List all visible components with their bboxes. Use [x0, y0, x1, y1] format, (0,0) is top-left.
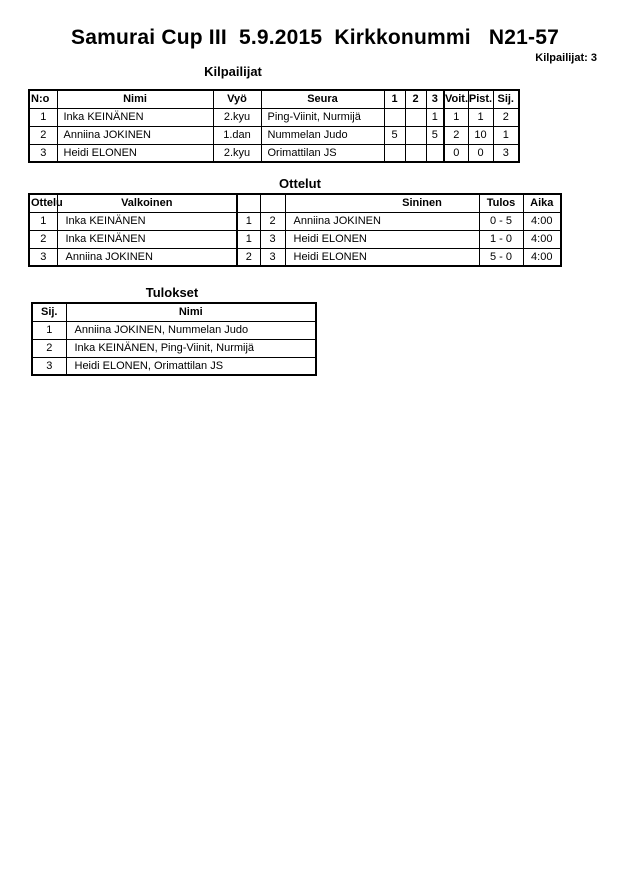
- table-row: [29, 230, 561, 248]
- ottelut-header-row: [29, 194, 561, 212]
- cell-no: 3: [29, 144, 57, 162]
- cell-round1: 5: [384, 126, 405, 144]
- cell-pist: 0: [468, 144, 493, 162]
- table-row: [32, 321, 316, 339]
- cell-valkoinen: Anniina JOKINEN: [57, 248, 237, 266]
- cell-voit: 1: [444, 108, 468, 126]
- competitors-count: Kilpailijat: 3: [535, 52, 597, 64]
- cell-sininen: Anniina JOKINEN: [285, 212, 479, 230]
- cell-valkoinen: Inka KEINÄNEN: [57, 230, 237, 248]
- cell-nimi: Inka KEINÄNEN, Ping-Viinit, Nurmijä: [66, 339, 316, 357]
- tulokset-heading: Tulokset: [145, 285, 199, 300]
- cell-sij: 1: [32, 321, 66, 339]
- cell-voit: 2: [444, 126, 468, 144]
- cell-no: 2: [29, 126, 57, 144]
- table-row: [32, 339, 316, 357]
- col-header-nimi: Nimi: [57, 90, 213, 108]
- cell-sij: 3: [32, 357, 66, 375]
- table-row: [29, 108, 519, 126]
- cell-tulos: 1 - 0: [479, 230, 523, 248]
- cell-round1: [384, 144, 405, 162]
- col-header-vyo: Vyö: [213, 90, 261, 108]
- cell-nimi: Anniina JOKINEN: [57, 126, 213, 144]
- cell-match-no: 1: [29, 212, 57, 230]
- cell-match-no: 3: [29, 248, 57, 266]
- cell-round3: 5: [426, 126, 444, 144]
- tulokset-table: [31, 302, 317, 376]
- col-header-no: N:o: [29, 90, 57, 108]
- col-header-white-no: [237, 194, 260, 212]
- cell-nimi: Inka KEINÄNEN: [57, 108, 213, 126]
- table-row: [32, 357, 316, 375]
- ottelut-table: [28, 193, 562, 267]
- cell-sij: 3: [493, 144, 519, 162]
- cell-match-no: 2: [29, 230, 57, 248]
- cell-valkoinen: Inka KEINÄNEN: [57, 212, 237, 230]
- table-row: [29, 248, 561, 266]
- table-row: [29, 212, 561, 230]
- cell-nimi: Heidi ELONEN: [57, 144, 213, 162]
- col-header-sij: Sij.: [32, 303, 66, 321]
- cell-seura: Nummelan Judo: [261, 126, 384, 144]
- cell-tulos: 0 - 5: [479, 212, 523, 230]
- col-header-round3: 3: [426, 90, 444, 108]
- cell-round3: 1: [426, 108, 444, 126]
- cell-sij: 1: [493, 126, 519, 144]
- cell-blue-no: 3: [260, 230, 285, 248]
- cell-round2: [405, 108, 426, 126]
- cell-sininen: Heidi ELONEN: [285, 230, 479, 248]
- cell-vyo: 1.dan: [213, 126, 261, 144]
- cell-round3: [426, 144, 444, 162]
- cell-nimi: Anniina JOKINEN, Nummelan Judo: [66, 321, 316, 339]
- col-header-pist: Pist.: [468, 90, 493, 108]
- cell-round2: [405, 126, 426, 144]
- cell-nimi: Heidi ELONEN, Orimattilan JS: [66, 357, 316, 375]
- cell-seura: Ping-Viinit, Nurmijä: [261, 108, 384, 126]
- cell-white-no: 1: [237, 230, 260, 248]
- cell-white-no: 2: [237, 248, 260, 266]
- col-header-sij: Sij.: [493, 90, 519, 108]
- col-header-round1: 1: [384, 90, 405, 108]
- cell-blue-no: 3: [260, 248, 285, 266]
- col-header-voit: Voit.: [444, 90, 468, 108]
- cell-vyo: 2.kyu: [213, 144, 261, 162]
- cell-aika: 4:00: [523, 230, 561, 248]
- kilpailijat-table: [28, 89, 520, 163]
- ottelut-heading: Ottelut: [279, 176, 321, 191]
- col-header-nimi: Nimi: [66, 303, 316, 321]
- col-header-blue-no: [260, 194, 285, 212]
- table-row: [29, 144, 519, 162]
- cell-vyo: 2.kyu: [213, 108, 261, 126]
- cell-aika: 4:00: [523, 248, 561, 266]
- cell-seura: Orimattilan JS: [261, 144, 384, 162]
- cell-white-no: 1: [237, 212, 260, 230]
- tulokset-header-row: [32, 303, 316, 321]
- cell-sij: 2: [493, 108, 519, 126]
- col-header-aika: Aika: [523, 194, 561, 212]
- col-header-seura: Seura: [261, 90, 384, 108]
- cell-voit: 0: [444, 144, 468, 162]
- cell-sininen: Heidi ELONEN: [285, 248, 479, 266]
- col-header-valkoinen: Valkoinen: [57, 194, 237, 212]
- cell-sij: 2: [32, 339, 66, 357]
- cell-blue-no: 2: [260, 212, 285, 230]
- page-title: Samurai Cup III 5.9.2015 Kirkkonummi N21-57: [71, 26, 559, 49]
- col-header-round2: 2: [405, 90, 426, 108]
- col-header-ottelu: Ottelu: [29, 194, 57, 212]
- cell-pist: 10: [468, 126, 493, 144]
- kilpailijat-header-row: [29, 90, 519, 108]
- cell-round2: [405, 144, 426, 162]
- cell-tulos: 5 - 0: [479, 248, 523, 266]
- cell-no: 1: [29, 108, 57, 126]
- cell-aika: 4:00: [523, 212, 561, 230]
- cell-round1: [384, 108, 405, 126]
- kilpailijat-heading: Kilpailijat: [204, 64, 262, 79]
- col-header-tulos: Tulos: [479, 194, 523, 212]
- table-row: [29, 126, 519, 144]
- cell-pist: 1: [468, 108, 493, 126]
- col-header-sininen: Sininen: [285, 194, 479, 212]
